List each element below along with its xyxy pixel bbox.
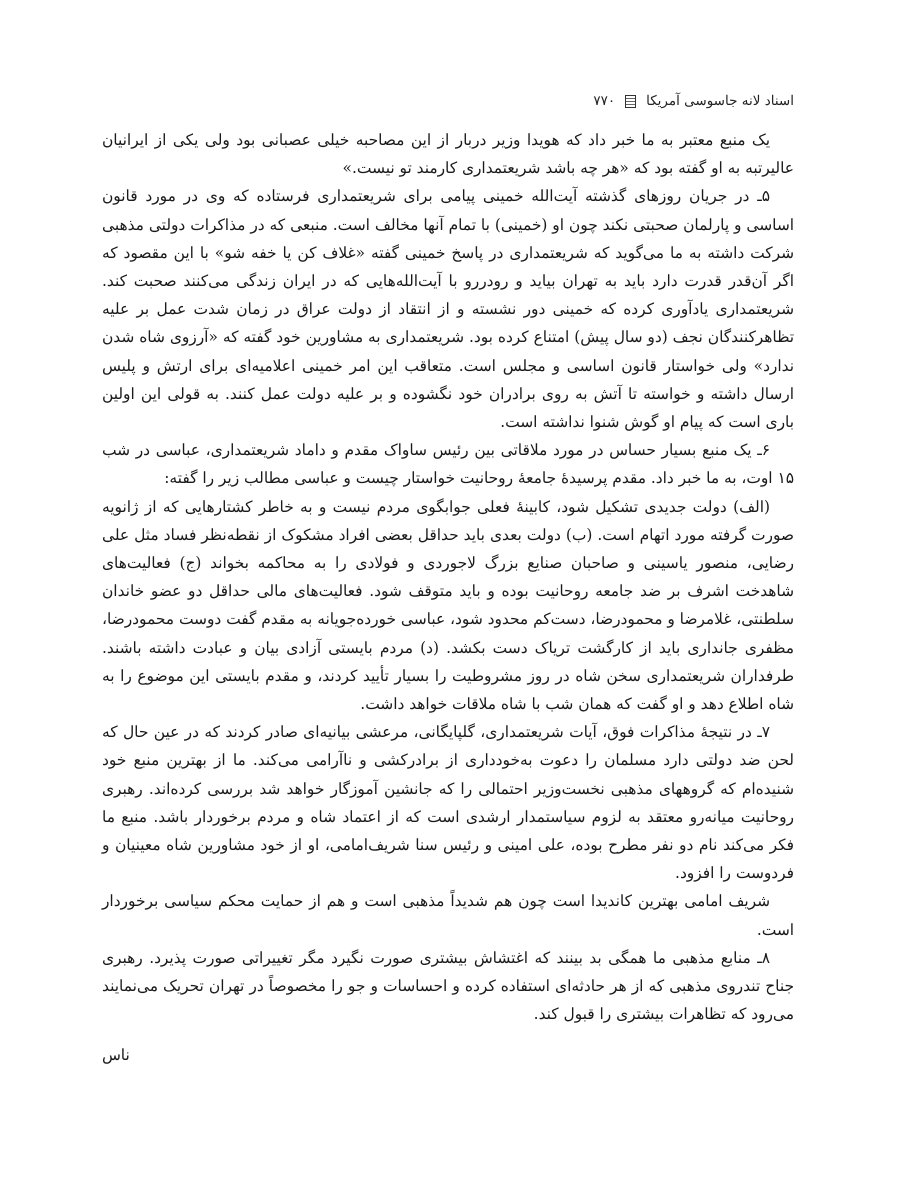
page-number: ۷۷۰ xyxy=(593,93,616,109)
paragraph-intro: یک منبع معتبر به ما خبر داد که هویدا وزیر دربار از این مصاحبه خیلی عصبانی بود ولی یکی از ایرانیان عالیرتبه به او گفته بود که «هر چه باشد شریعتمداری کارمند تو نیست.» xyxy=(102,131,794,178)
paragraph-5: ۵ـ در جریان روزهای گذشته آیت‌الله خمینی پیامی برای شریعتمداری فرستاده که وی در مورد قانون اساسی و پارلمان صحبتی نکند چون او (خمینی) با تمام آنها مخالف است. منبعی که در مذاکرات دولتی مذهبی شرکت داشته به ما می‌گوید که شریعتمداری در پاسخ خمینی گفته «غلاف کن یا خفه شو» با این مقصود که اگر آن‌قدر قدرت دارد باید به تهران بیاید و رودررو با آیت‌الله‌هایی که در ایران زندگی می‌کنند صحبت کند. شریعتمداری یادآوری کرده که خمینی دور نشسته و از انتقاد از دولت عراق در زمان شدت عمل بر علیه تظاهرکنندگان نجف (دو سال پیش) امتناع کرده بود. شریعتمداری به مشاورین خود گفته که «آرزوی شاه شدن ندارد» ولی خواستار قانون اساسی و مجلس است. متعاقب این امر خمینی اعلامیه‌ای برای ارتش و پلیس ارسال داشته و خواسته تا آتش به روی برادران خود نگشوده و بر علیه دولت عمل کنند. به قولی این اولین باری است که پیام او گوش شنوا نداشته است. xyxy=(102,187,794,432)
signature: ناس xyxy=(102,1045,130,1064)
paragraph-8: ۸ـ منابع مذهبی ما همگی بد بینند که اغتشاش بیشتری صورت نگیرد مگر تغییراتی صورت پذیرد. رهبری جناح تندروی مذهبی که از هر حادثه‌ای استفاده کرده و احساسات و جو را مخصوصاً در تهران تحریک می‌نمایند می‌رود که تظاهرات بیشتری را قبول کند. xyxy=(102,948,794,1024)
paragraph-6: ۶ـ یک منبع بسیار حساس در مورد ملاقاتی بین رئیس ساواک مقدم و داماد شریعتمداری، عباسی در شب ۱۵ اوت، به ما خبر داد. مقدم پرسیدهٔ جامعهٔ روحانیت خواستار چیست و عباسی مطالب زیر را گفته: xyxy=(102,441,794,488)
paragraph-7: ۷ـ در نتیجهٔ مذاکرات فوق، آیات شریعتمداری، گلپایگانی، مرعشی بیانیه‌ای صادر کردند که در عین حال که لحن ضد دولتی دارد مسلمان را دعوت به‌خودداری از برادرکشی و ناآرامی می‌کند. ما از بهترین منبع خود شنیده‌ام که گروههای مذهبی نخست‌وزیر احتمالی را که جانشین آموزگار خواهد شد بررسی کرده‌اند. رهبری روحانیت میانه‌رو معتقد به لزوم سیاستمدار ارشدی است که از اعتماد شاه و مردم برخوردار باشد. منبع ما فکر می‌کند نام دو نفر مطرح بوده، علی امینی و رئیس سنا شریف‌امامی، او از خود مشاورین شاه معینیان و فردوست را افزود. xyxy=(102,723,794,883)
header-title: اسناد لانه جاسوسی آمریکا xyxy=(646,93,794,109)
document-body xyxy=(102,126,794,1029)
paragraph-6-demands: (الف) دولت جدیدی تشکیل شود، کابینهٔ فعلی جوابگوی مردم نیست و به خاطر کشتارهایی که از ژانویه صورت گرفته مورد اتهام است. (ب) دولت بعدی باید حداقل بعضی افراد مشکوک از نقطه‌نظر فساد مثل علی رضایی، منصور یاسینی و صاحبان صنایع بزرگ لاجوردی و فولادی را به محاکمه بخواند (ج) فعالیت‌های شاهدخت اشرف بر ضد جامعه روحانیت بوده و باید متوقف شود. فعالیت‌های مالی حداقل دو عضو خاندان سلطنتی، غلامرضا و محمودرضا، دست‌کم محدود شود، عباسی خورده‌جویانه به مقدم گفت دوست محمودرضا، مظفری جانداری باید از کارگشت تریاک دست بکشد. (د) مردم بایستی آزادی بیان و عبادت داشته باشند. طرفداران شریعتمداری سخن شاه در روز مشروطیت را بسیار تأیید کردند، و مقدم بایستی این موضوع را به شاه اطلاع دهد و او گفت که همان شب با شاه ملاقات خواهد داشت. xyxy=(102,497,794,714)
document-icon xyxy=(625,95,636,108)
running-header xyxy=(102,88,794,114)
document-page xyxy=(102,88,794,1168)
paragraph-7-candidate: شریف امامی بهترین کاندیدا است چون هم شدیداً مذهبی است و هم از حمایت محکم سیاسی برخوردار است. xyxy=(102,892,794,939)
